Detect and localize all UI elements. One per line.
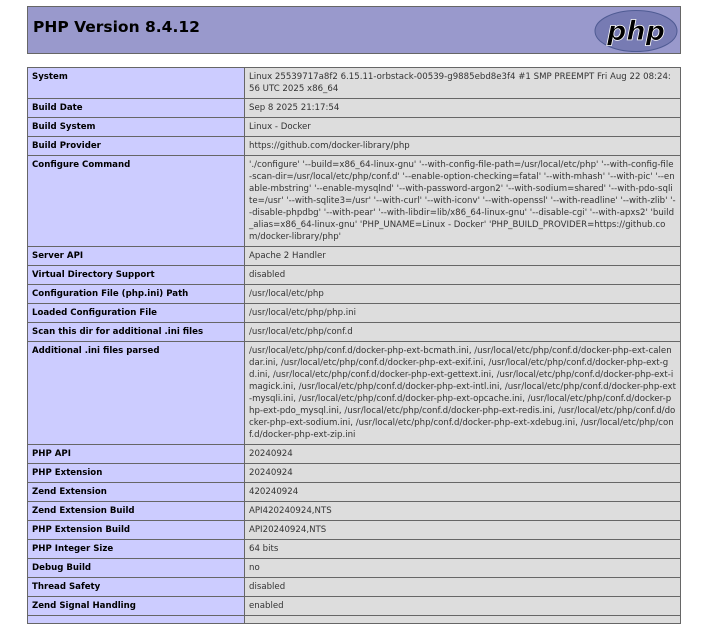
table-row [28,304,681,323]
table-row [28,502,681,521]
table-row [28,521,681,540]
table-row-partial [28,616,681,624]
row-key: Debug Build [28,559,245,578]
row-value: Sep 8 2025 21:17:54 [245,99,681,118]
row-value: /usr/local/etc/php/conf.d/docker-php-ext-bcmath.ini, /usr/local/etc/php/conf.d/docker-php-ext-calendar.ini, /usr/local/etc/php/conf.d/docker-php-ext-exif.ini, /usr/local/etc/php/conf.d/docker-php-ext-gd.ini, /usr/local/etc/php/conf.d/docker-php-ext-gettext.ini, /usr/local/etc/php/conf.d/docker-php-ext-imagick.ini, /usr/local/etc/php/conf.d/docker-php-ext-intl.ini, /usr/local/etc/php/conf.d/docker-php-ext-mysqli.ini, /usr/local/etc/php/conf.d/docker-php-ext-opcache.ini, /usr/local/etc/php/conf.d/docker-php-ext-pdo_mysql.ini, /usr/local/etc/php/conf.d/docker-php-ext-redis.ini, /usr/local/etc/php/conf.d/docker-php-ext-sodium.ini, /usr/local/etc/php/conf.d/docker-php-ext-xdebug.ini, /usr/local/etc/php/conf.d/docker-php-ext-zip.ini [245,342,681,445]
row-value: 20240924 [245,445,681,464]
row-value: /usr/local/etc/php/conf.d [245,323,681,342]
table-row [28,342,681,445]
row-key [28,616,245,624]
table-row [28,118,681,137]
table-row [28,578,681,597]
system-info-table [27,67,681,624]
version-header [27,6,681,54]
row-value: disabled [245,578,681,597]
row-key: PHP Integer Size [28,540,245,559]
table-row [28,68,681,99]
table-row [28,597,681,616]
table-row [28,266,681,285]
row-key: Virtual Directory Support [28,266,245,285]
table-row [28,540,681,559]
row-key: System [28,68,245,99]
row-value: disabled [245,266,681,285]
row-key: PHP Extension Build [28,521,245,540]
row-key: PHP Extension [28,464,245,483]
row-value: Apache 2 Handler [245,247,681,266]
row-value [245,616,681,624]
row-key: Thread Safety [28,578,245,597]
page-title: PHP Version 8.4.12 [33,18,200,36]
row-value: /usr/local/etc/php/php.ini [245,304,681,323]
row-value: Linux - Docker [245,118,681,137]
row-key: Configuration File (php.ini) Path [28,285,245,304]
row-key: Zend Signal Handling [28,597,245,616]
row-value: './configure' '--build=x86_64-linux-gnu' '--with-config-file-path=/usr/local/etc/php' '--with-config-file-scan-dir=/usr/local/etc/php/conf.d' '--enable-option-checking=fatal' '--with-mhash' '--with-pic' '--enable-mbstring' '--enable-mysqlnd' '--with-password-argon2' '--with-sodium=shared' '--with-pdo-sqlite=/usr' '--with-sqlite3=/usr' '--with-curl' '--with-iconv' '--with-openssl' '--with-readline' '--with-zlib' '--disable-phpdbg' '--with-pear' '--with-libdir=lib/x86_64-linux-gnu' '--disable-cgi' '--with-apxs2' 'build_alias=x86_64-linux-gnu' 'PHP_UNAME=Linux - Docker' 'PHP_BUILD_PROVIDER=https://github.com/docker-library/php' [245,156,681,247]
row-value: no [245,559,681,578]
row-value: 420240924 [245,483,681,502]
row-key: Build Provider [28,137,245,156]
table-row [28,464,681,483]
row-value: /usr/local/etc/php [245,285,681,304]
row-value: Linux 25539717a8f2 6.15.11-orbstack-00539-g9885ebd8e3f4 #1 SMP PREEMPT Fri Aug 22 08:24:56 UTC 2025 x86_64 [245,68,681,99]
row-value: 20240924 [245,464,681,483]
row-value: API20240924,NTS [245,521,681,540]
row-key: Zend Extension [28,483,245,502]
row-key: Scan this dir for additional .ini files [28,323,245,342]
table-row [28,156,681,247]
row-value: API420240924,NTS [245,502,681,521]
row-key: Configure Command [28,156,245,247]
row-key: Build Date [28,99,245,118]
table-row [28,247,681,266]
table-row [28,559,681,578]
table-row [28,99,681,118]
row-key: Build System [28,118,245,137]
php-logo-text: php [607,16,665,47]
row-key: Loaded Configuration File [28,304,245,323]
row-key: Server API [28,247,245,266]
row-key: Zend Extension Build [28,502,245,521]
php-logo [594,10,678,52]
table-row [28,285,681,304]
table-row [28,483,681,502]
row-value: 64 bits [245,540,681,559]
table-row [28,323,681,342]
table-row [28,137,681,156]
row-key: PHP API [28,445,245,464]
table-row [28,445,681,464]
row-value: enabled [245,597,681,616]
row-key: Additional .ini files parsed [28,342,245,445]
row-value: https://github.com/docker-library/php [245,137,681,156]
